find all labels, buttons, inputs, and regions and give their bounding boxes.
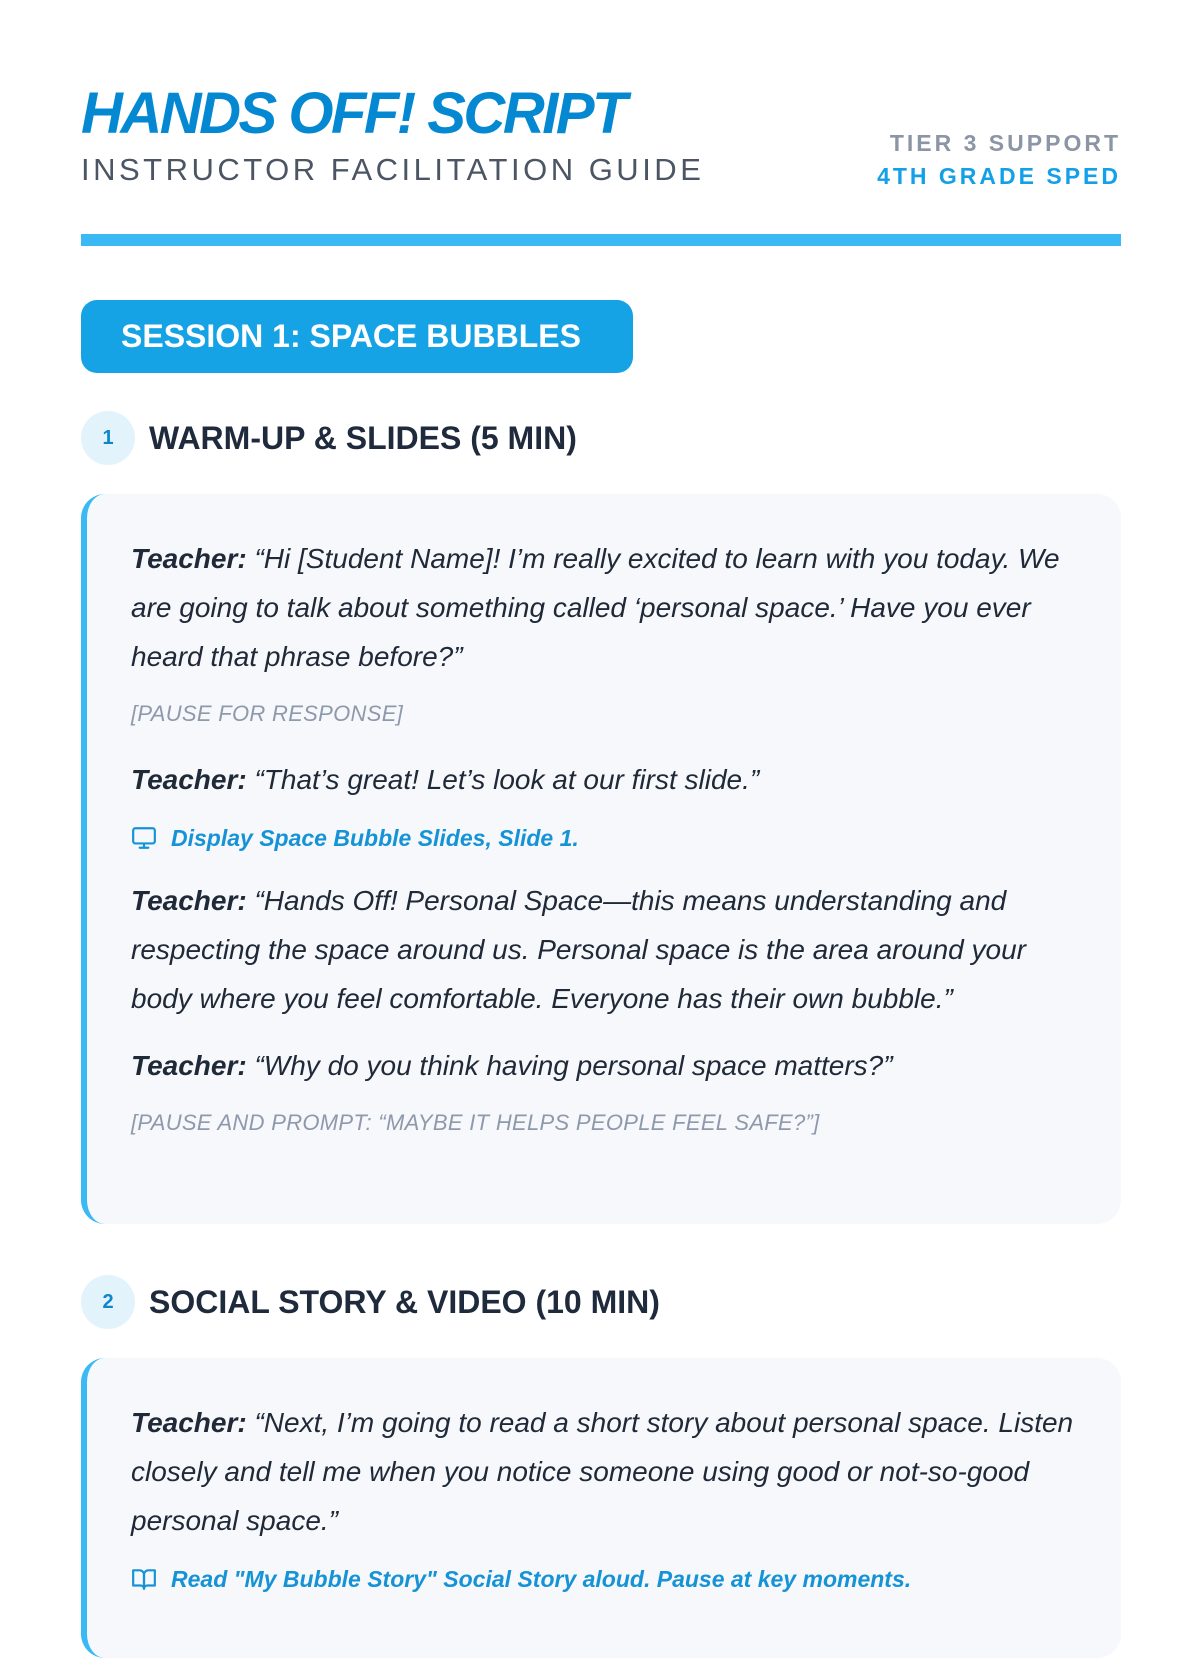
speaker-label: Teacher: bbox=[131, 764, 247, 795]
header-divider bbox=[81, 234, 1121, 246]
document-subtitle: INSTRUCTOR FACILITATION GUIDE bbox=[81, 152, 705, 187]
pause-note: [PAUSE AND PROMPT: “MAYBE IT HELPS PEOPLE FEEL SAFE?”] bbox=[131, 1110, 820, 1135]
document-meta bbox=[877, 127, 1121, 193]
grade-label: 4TH GRADE SPED bbox=[877, 163, 1121, 189]
script-card-1 bbox=[81, 494, 1121, 1224]
step-title-1: WARM-UP & SLIDES (5 MIN) bbox=[149, 420, 577, 456]
tier-label: TIER 3 SUPPORT bbox=[889, 130, 1121, 156]
facilitation-guide-page bbox=[81, 0, 1121, 1592]
action-note bbox=[131, 1563, 1085, 1595]
step-number-1: 1 bbox=[81, 411, 135, 465]
speaker-label: Teacher: bbox=[131, 543, 247, 574]
dialogue-text: “Hands Off! Personal Space—this means understanding and respecting the space around us. Personal space is the area around your body where you feel comfortable. Everyone has their own bubble.” bbox=[131, 885, 1027, 1014]
teacher-line bbox=[131, 1398, 1085, 1545]
document-title: HANDS OFF! SCRIPT bbox=[81, 81, 625, 146]
pause-note: [PAUSE FOR RESPONSE] bbox=[131, 701, 404, 726]
action-text: Read "My Bubble Story" Social Story aloud. Pause at key moments. bbox=[171, 1566, 912, 1592]
action-note bbox=[131, 822, 1085, 854]
monitor-icon bbox=[131, 825, 157, 851]
speaker-label: Teacher: bbox=[131, 1050, 247, 1081]
script-card-2 bbox=[81, 1358, 1121, 1658]
dialogue-text: “Hi [Student Name]! I’m really excited to learn with you today. We are going to talk about something called ‘personal space.’ Have you ever heard that phrase before?” bbox=[131, 543, 1060, 672]
dialogue-text: “That’s great! Let’s look at our first slide.” bbox=[246, 764, 760, 795]
step-title-2: SOCIAL STORY & VIDEO (10 MIN) bbox=[149, 1284, 660, 1320]
dialogue-text: “Next, I’m going to read a short story about personal space. Listen closely and tell me when you notice someone using good or not-so-good personal space.” bbox=[131, 1407, 1074, 1536]
dialogue-text: “Why do you think having personal space matters?” bbox=[246, 1050, 893, 1081]
teacher-line bbox=[131, 876, 1085, 1023]
session-badge: SESSION 1: SPACE BUBBLES bbox=[81, 300, 633, 373]
book-icon bbox=[131, 1566, 157, 1592]
speaker-label: Teacher: bbox=[131, 1407, 247, 1438]
action-text: Display Space Bubble Slides, Slide 1. bbox=[171, 825, 579, 851]
teacher-line bbox=[131, 534, 1085, 681]
speaker-label: Teacher: bbox=[131, 885, 247, 916]
teacher-line bbox=[131, 1041, 1085, 1090]
document-header bbox=[81, 0, 1121, 232]
teacher-line bbox=[131, 755, 1085, 804]
step-number-2: 2 bbox=[81, 1275, 135, 1329]
